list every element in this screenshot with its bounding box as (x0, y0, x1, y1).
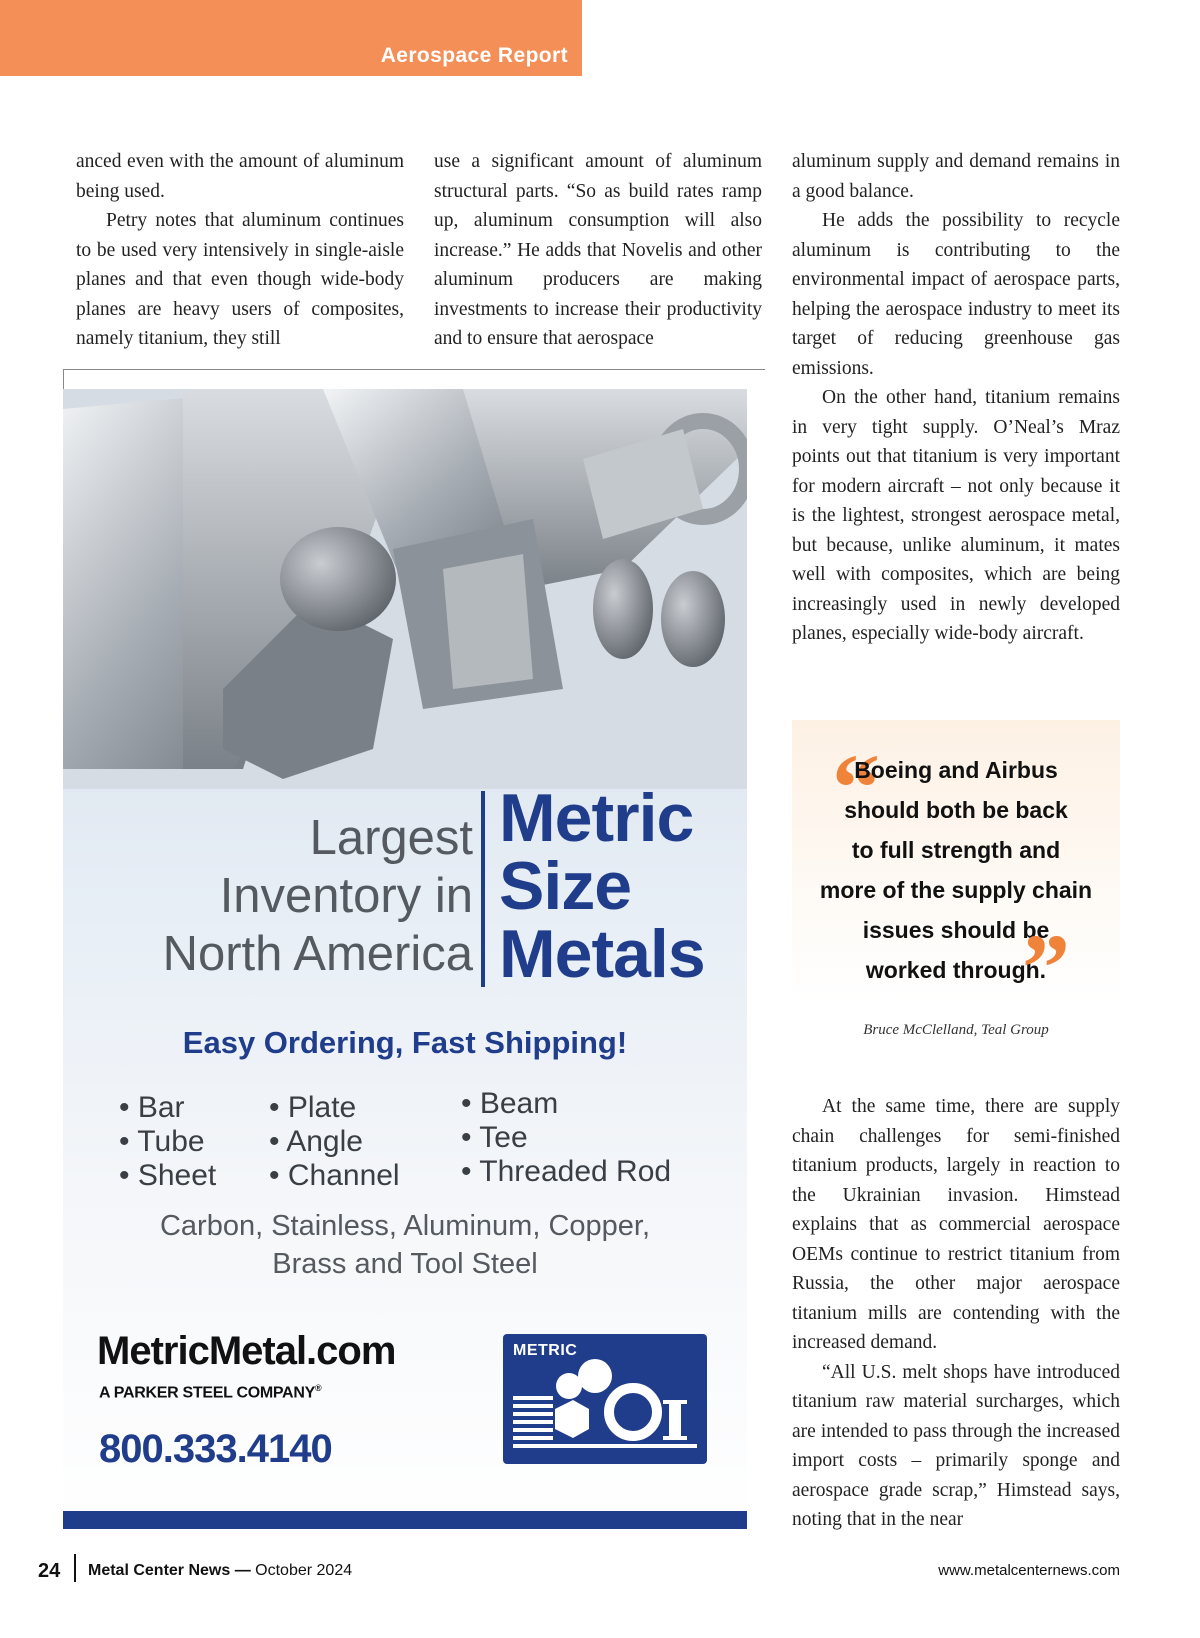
article-paragraph: anced even with the amount of aluminum being used. (76, 151, 404, 202)
ad-materials (63, 1207, 747, 1283)
registered-mark: ® (314, 1383, 322, 1393)
open-quote-icon: “ (832, 734, 880, 841)
product-list (119, 1091, 216, 1193)
article-paragraph: “All U.S. melt shops have introduced titanium raw material surcharges, which are intended to pass through the increased import costs – primarily sponge and aerospace grade scrap,” Himstead says, noting that in the near (792, 1361, 1120, 1530)
metric-logo-label: METRIC (513, 1342, 578, 1359)
metric-shapes-icon (503, 1334, 707, 1464)
product-item: • Angle (269, 1125, 400, 1159)
article-paragraph: On the other hand, titanium remains in very tight supply. O’Neal’s Mraz points out that titanium is very important for modern aircraft – not only because it is the lightest, strongest aerospace metal, but because, unlike aluminum, it mates well with composites, which are being increasingly used in newly developed planes, especially wide-body aircraft. (792, 387, 1120, 644)
ad-headline-line: Metric (499, 780, 694, 856)
article-column-3-continued (792, 1092, 1120, 1535)
pull-quote-line: Boeing and Airbus (854, 757, 1058, 783)
section-title: Aerospace Report (380, 44, 568, 67)
issue-date: October 2024 (255, 1562, 353, 1579)
article-column-3 (792, 147, 1120, 649)
pull-quote-text (792, 750, 1120, 990)
section-header-tab (0, 0, 582, 76)
ad-materials-line: Carbon, Stainless, Aluminum, Copper, (159, 1210, 651, 1242)
ad-company-name (99, 1383, 321, 1402)
article-paragraph: Petry notes that aluminum continues to be used very intensively in single-aisle planes and that even though wide-body planes are heavy users of composites, namely titanium, they still (76, 210, 404, 349)
ad-headline-line: Metals (499, 916, 705, 992)
product-item: • Plate (269, 1091, 400, 1125)
ad-subhead: Easy Ordering, Fast Shipping! (182, 1025, 628, 1060)
ad-divider (481, 791, 485, 987)
product-list (461, 1087, 671, 1189)
ad-company-text: A PARKER STEEL COMPANY (99, 1384, 315, 1402)
product-item: • Tee (461, 1121, 671, 1155)
product-item: • Beam (461, 1087, 671, 1121)
article-column-1 (76, 147, 404, 354)
footer-date-separator: — (230, 1562, 256, 1579)
product-list (269, 1091, 400, 1193)
product-item: • Channel (269, 1159, 400, 1193)
ad-bottom-bar (63, 1511, 747, 1529)
pull-quote (792, 720, 1120, 1021)
ad-frame-top-rule (63, 369, 765, 370)
advertisement[interactable] (63, 389, 747, 1529)
ad-tagline-line: Largest (309, 811, 473, 865)
pull-quote-line: worked through. (865, 957, 1047, 983)
article-paragraph: He adds the possibility to recycle aluminum is contributing to the environmental impact of aerospace parts, helping the aerospace industry to meet its target of reducing greenhouse gas emissions. (792, 210, 1120, 379)
pull-quote-line: should both be back (844, 797, 1068, 823)
footer-website-link[interactable]: www.metalcenternews.com (938, 1562, 1120, 1579)
article-column-2 (434, 147, 762, 354)
pull-quote-line: more of the supply chain (819, 877, 1093, 903)
ad-headline (499, 780, 705, 992)
ad-website-link[interactable]: MetricMetal.com (97, 1329, 396, 1373)
ad-materials-line: Brass and Tool Steel (272, 1248, 538, 1280)
ad-phone-number[interactable]: 800.333.4140 (99, 1427, 332, 1471)
ad-tagline-line: North America (162, 927, 473, 981)
ad-tagline (81, 809, 473, 983)
pull-quote-line: issues should be (862, 917, 1050, 943)
pull-quote-line: to full strength and (851, 837, 1061, 863)
product-item: • Threaded Rod (461, 1155, 671, 1189)
product-item: • Sheet (119, 1159, 216, 1193)
publication-name: Metal Center News (88, 1562, 231, 1579)
footer-divider (74, 1554, 76, 1582)
pull-quote-attribution: Bruce McClelland, Teal Group (863, 1022, 1049, 1038)
page-number: 24 (38, 1560, 61, 1582)
ad-tagline-line: Inventory in (219, 869, 473, 923)
article-paragraph: use a significant amount of aluminum structural parts. “So as build rates ramp up, aluminum consumption will also increase.” He adds that Novelis and other aluminum producers are making investments to increase their productivity and to ensure that aerospace (434, 151, 762, 349)
metric-logo (503, 1334, 707, 1464)
article-paragraph: aluminum supply and demand remains in a good balance. (792, 151, 1120, 202)
close-quote-icon: ” (1022, 914, 1070, 1021)
article-paragraph: At the same time, there are supply chain challenges for semi-finished titanium products, largely in reaction to the Ukrainian invasion. Himstead explains that as commercial aerospace OEMs continue to restrict titanium from Russia, the other major aerospace titanium mills are contending with the increased demand. (792, 1096, 1120, 1353)
product-item: • Bar (119, 1091, 216, 1125)
metal-stock-image (63, 389, 747, 789)
product-item: • Tube (119, 1125, 216, 1159)
footer-publication (88, 1562, 352, 1580)
ad-headline-line: Size (499, 848, 632, 924)
